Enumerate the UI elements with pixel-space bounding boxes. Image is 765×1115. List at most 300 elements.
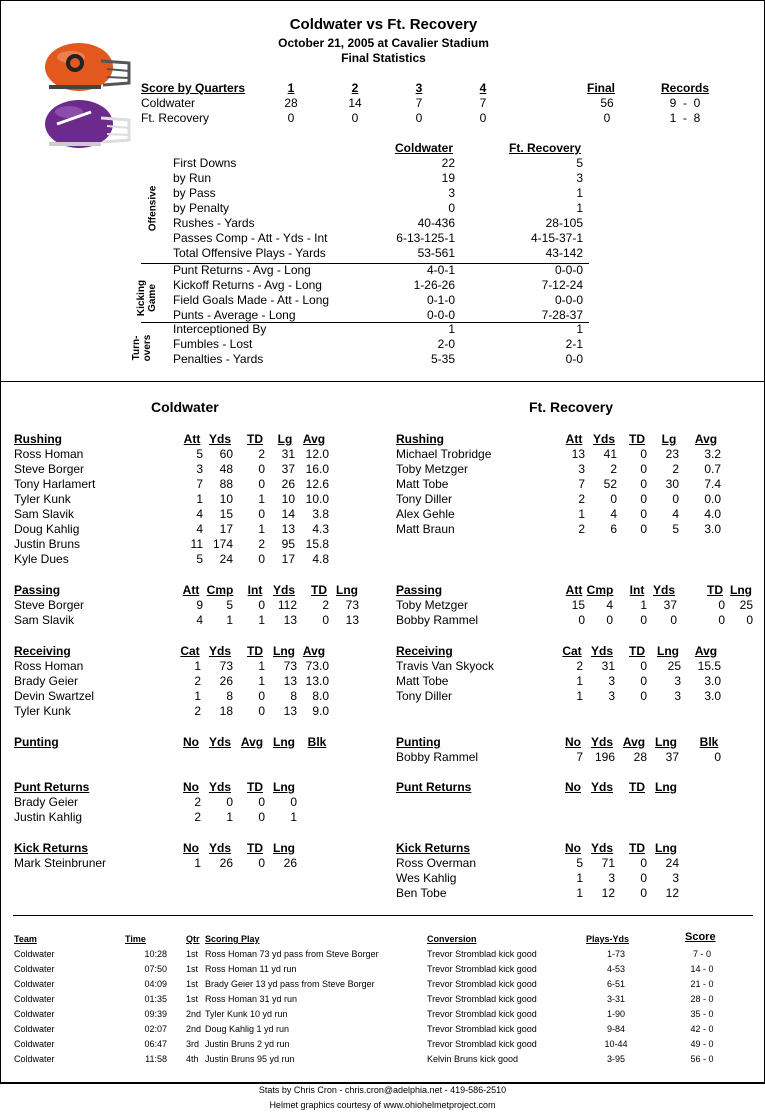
scoring-conversion: Trevor Stromblad kick good [427,1024,537,1034]
scoring-quarter: 1st [186,994,199,1004]
stat-cell: 1 [226,810,233,824]
ftrecovery-stat-value: 1 [576,186,583,200]
stat-cell: 2 [578,522,585,536]
column-header: Att [183,432,201,446]
column-header: No [565,735,581,749]
stat-cell: 0 [258,598,265,612]
quarter-score: 0 [351,111,359,125]
stat-cell: 73.0 [305,659,329,673]
stat-cell: 3 [578,462,585,476]
scoring-conversion: Trevor Stromblad kick good [427,1009,537,1019]
stat-cell: 2 [258,537,265,551]
stat-cell: 0 [258,856,265,870]
player-name: Kyle Dues [14,552,69,566]
stat-cell: 0 [640,886,647,900]
stat-cell: 4 [196,507,203,521]
stat-cell: 0 [640,613,647,627]
scoring-play: Brady Geier 13 yd pass from Steve Borger [205,979,375,989]
quarter-score: 0 [287,111,295,125]
stat-cell: 16.0 [305,462,329,476]
column-header: Lng [657,644,679,658]
stat-cell: 5 [576,856,583,870]
quarters-label: Score by Quarters [141,81,246,95]
stat-cell: 2 [322,598,329,612]
stat-cell: 196 [594,750,615,764]
stat-cell: 2 [672,462,679,476]
stat-cell: 37 [665,750,679,764]
player-name: Brady Geier [14,795,79,809]
stat-cell: 1 [576,689,583,703]
stat-cell: 0 [226,795,233,809]
team-stat-label: by Penalty [173,201,230,215]
ftrecovery-stat-value: 4-15-37-1 [530,231,583,245]
player-name: Tyler Kunk [14,704,71,718]
stat-cell: 95 [281,537,295,551]
ftrecovery-stat-value: 2-1 [565,337,583,351]
stat-cell: 0 [640,522,647,536]
scoring-header-plays: Plays-Yds [586,934,630,944]
column-header: TD [311,583,327,597]
scoring-score: 28 - 0 [690,994,714,1004]
final-score: 0 [603,111,611,125]
coldwater-stat-value: 6-13-125-1 [396,231,455,245]
quarter-score: 0 [479,111,487,125]
scoring-plays-yds: 3-31 [606,994,625,1004]
stat-cell: 12.6 [305,477,329,491]
scoring-team: Coldwater [14,979,55,989]
column-header: Avg [302,644,326,658]
player-name: Brady Geier [14,674,79,688]
scoring-score: 14 - 0 [690,964,714,974]
stat-cell: 0 [258,477,265,491]
stat-cell: 1 [194,856,201,870]
column-header: Yds [590,644,613,658]
team-stat-label: Kickoff Returns - Avg - Long [173,278,322,292]
stat-cell: 71 [601,856,615,870]
scoring-plays-yds: 3-95 [606,1054,625,1064]
helmet-credit: Helmet graphics courtesy of www.ohiohelmetproject.com [269,1100,496,1110]
player-name: Sam Slavik [14,507,75,521]
column-header: Lg [277,432,293,446]
column-header: Att [565,432,583,446]
stat-cell: 10 [219,492,233,506]
stat-cell: 10 [281,492,295,506]
stat-cell: 13.0 [305,674,329,688]
stats-credit: Stats by Chris Cron - chris.cron@adelphia.net - 419-586-2510 [258,1085,507,1095]
footer-divider [1,1082,764,1083]
stat-cell: 0 [640,856,647,870]
scoring-play: Ross Homan 73 yd pass from Steve Borger [205,949,379,959]
scoring-score: 21 - 0 [690,979,714,989]
quarter-score: 14 [348,96,362,110]
stat-cell: 0 [640,674,647,688]
column-header: No [565,841,581,855]
column-header: No [183,841,199,855]
player-name: Tony Diller [396,689,453,703]
stat-cell: 0 [640,689,647,703]
stat-cell: 1 [576,674,583,688]
player-name: Matt Tobe [396,674,449,688]
player-name: Michael Trobridge [396,447,492,461]
stat-cell: 4 [196,613,203,627]
left-team-heading: Coldwater [151,399,219,415]
scoring-play: Tyler Kunk 10 yd run [205,1009,288,1019]
coldwater-stat-value: 3 [448,186,455,200]
stat-cell: 3.2 [704,447,721,461]
column-header: TD [629,432,645,446]
stat-cell: 25 [739,598,753,612]
quarter-header: 4 [479,81,487,95]
column-header: No [183,735,199,749]
column-header: Yds [208,644,231,658]
quarters-team-name: Coldwater [141,96,196,110]
player-name: Toby Metzger [396,462,469,476]
stat-cell: 15 [571,598,585,612]
column-header: Blk [699,735,719,749]
stat-cell: 1 [258,659,265,673]
stat-cell: 5 [226,598,233,612]
stat-cell: 3 [674,689,681,703]
team-stat-label: First Downs [173,156,237,170]
column-header: Yds [590,841,613,855]
column-header: Lng [730,583,752,597]
ftrecovery-stat-value: 7-12-24 [541,278,583,292]
column-header: Lng [336,583,358,597]
right-team-heading: Ft. Recovery [529,399,614,415]
section-divider [141,263,589,264]
column-header: Cat [562,644,582,658]
report-subtitle: Final Statistics [341,51,426,65]
stat-cell: 4 [606,598,613,612]
stat-cell: 0 [322,613,329,627]
records-header: Records [660,81,710,95]
column-header: Yds [590,780,613,794]
stat-cell: 0 [640,477,647,491]
stat-cell: 0 [672,492,679,506]
player-name: Justin Kahlig [14,810,83,824]
scoring-conversion: Trevor Stromblad kick good [427,964,537,974]
stat-cell: 0.7 [704,462,721,476]
stat-cell: 88 [219,477,233,491]
column-header: Cmp [206,583,234,597]
stat-cell: 11 [190,537,203,551]
stat-cell: 0 [258,462,265,476]
scoring-plays-yds: 9-84 [606,1024,625,1034]
column-header: Avg [694,432,718,446]
stat-cell: 2 [578,492,585,506]
scoring-quarter: 1st [186,964,199,974]
column-header: Lg [661,432,677,446]
coldwater-helmet-icon [41,39,133,93]
scoring-conversion: Trevor Stromblad kick good [427,949,537,959]
stat-cell: 3 [608,871,615,885]
section-divider [141,322,589,323]
stat-cell: 3 [196,462,203,476]
player-name: Devin Swartzel [14,689,95,703]
column-header: Int [629,583,645,597]
ftrecovery-stat-value: 0-0 [565,352,583,366]
scoring-conversion: Trevor Stromblad kick good [427,994,537,1004]
scoring-quarter: 1st [186,979,199,989]
stat-cell: 73 [283,659,297,673]
passing-title: Passing [14,583,61,597]
stat-cell: 17 [281,552,295,566]
team-stat-label: by Pass [173,186,216,200]
stat-cell: 0 [718,598,725,612]
column-header: Blk [307,735,327,749]
quarter-header: 2 [351,81,359,95]
stat-cell: 12.0 [305,447,329,461]
team-stat-label: Punts - Average - Long [173,308,296,322]
punt-returns-title: Punt Returns [396,780,472,794]
player-name: Sam Slavik [14,613,75,627]
rushing-title: Rushing [14,432,62,446]
stat-cell: 2 [576,659,583,673]
column-header: Yds [272,583,295,597]
team-stat-label: Total Offensive Plays - Yards [173,246,326,260]
scoring-play: Doug Kahlig 1 yd run [205,1024,290,1034]
stat-cell: 5 [672,522,679,536]
stat-cell: 0 [670,613,677,627]
stat-cell: 2 [610,462,617,476]
column-header: TD [707,583,723,597]
scoring-team: Coldwater [14,994,55,1004]
quarter-score: 7 [479,96,487,110]
receiving-title: Receiving [396,644,453,658]
stat-cell: 1 [290,810,297,824]
scoring-quarter: 4th [186,1054,199,1064]
scoring-score: 56 - 0 [690,1054,714,1064]
team-stat-label: by Run [173,171,212,185]
team-stats-col2: Ft. Recovery [509,141,582,155]
scoring-time: 07:50 [144,964,167,974]
stat-cell: 3.0 [704,674,721,688]
scoring-time: 10:28 [144,949,167,959]
column-header: Lng [273,780,295,794]
player-name: Matt Tobe [396,477,449,491]
stat-cell: 1 [196,492,203,506]
quarter-score: 7 [415,96,423,110]
column-header: Lng [655,780,677,794]
quarter-header: 3 [415,81,423,95]
scoring-time: 11:58 [145,1054,167,1064]
column-header: TD [247,780,263,794]
stat-cell: 6 [610,522,617,536]
column-header: Lng [655,735,677,749]
stat-cell: 0 [258,689,265,703]
stat-cell: 8 [290,689,297,703]
coldwater-stat-value: 2-0 [437,337,455,351]
stat-cell: 3 [608,689,615,703]
column-header: TD [629,841,645,855]
player-name: Ross Overman [396,856,477,870]
stat-cell: 1 [640,598,647,612]
stat-cell: 1 [576,886,583,900]
stat-cell: 12 [665,886,679,900]
stat-cell: 12 [601,886,615,900]
stat-cell: 4 [672,507,679,521]
scoring-header-time: Time [125,934,146,944]
stat-cell: 41 [603,447,617,461]
stat-cell: 26 [283,856,297,870]
team-record: 9 - 0 [669,96,701,110]
stat-cell: 7.4 [704,477,721,491]
coldwater-stat-value: 0-1-0 [426,293,455,307]
stat-cell: 0 [610,492,617,506]
ftrecovery-stat-value: 0-0-0 [554,293,583,307]
scoring-header-score: Score [685,931,716,943]
stat-cell: 3.8 [312,507,329,521]
stat-cell: 13 [571,447,585,461]
stat-cell: 0 [258,552,265,566]
stat-cell: 4.3 [312,522,329,536]
scoring-plays-yds: 1-73 [606,949,625,959]
stat-cell: 48 [219,462,233,476]
player-name: Bobby Rammel [396,750,479,764]
ftrecovery-stat-value: 43-142 [545,246,583,260]
player-name: Steve Borger [14,598,85,612]
receiving-title: Receiving [14,644,71,658]
quarters-team-name: Ft. Recovery [141,111,210,125]
stat-cell: 2 [194,704,201,718]
stat-cell: 0 [290,795,297,809]
stat-cell: 23 [665,447,679,461]
stat-cell: 4.8 [312,552,329,566]
coldwater-stat-value: 1 [448,322,455,336]
scoring-play: Ross Homan 31 yd run [205,994,298,1004]
stat-cell: 60 [219,447,233,461]
column-header: Avg [694,644,718,658]
scoring-quarter: 3rd [186,1039,200,1049]
stat-cell: 0 [640,507,647,521]
stat-cell: 9 [196,598,203,612]
stat-cell: 3 [608,674,615,688]
team-stat-label: Passes Comp - Att - Yds - Int [173,231,328,245]
stat-cell: 0 [606,613,613,627]
column-header: Cat [180,644,200,658]
stat-cell: 1 [258,522,265,536]
stat-cell: 13 [283,613,297,627]
stat-cell: 3.0 [704,689,721,703]
turnovers-section-label: Turn-overs [131,334,153,362]
scoring-team: Coldwater [14,964,55,974]
stat-cell: 25 [667,659,681,673]
stat-cell: 1 [258,613,265,627]
stat-cell: 0.0 [704,492,721,506]
column-header: Yds [208,780,231,794]
stat-cell: 18 [219,704,233,718]
stat-cell: 4.0 [704,507,721,521]
scoring-score: 35 - 0 [690,1009,714,1019]
column-header: Yds [208,841,231,855]
stat-cell: 28 [633,750,647,764]
column-header: Yds [652,583,675,597]
player-name: Ben Tobe [396,886,447,900]
scoring-time: 01:35 [144,994,167,1004]
stat-cell: 0 [640,492,647,506]
scoring-plays-yds: 10-44 [604,1039,628,1049]
stat-cell: 13 [345,613,359,627]
player-name: Tony Diller [396,492,453,506]
stat-cell: 1 [194,689,201,703]
coldwater-stat-value: 4-0-1 [426,263,455,277]
scoring-play: Justin Bruns 95 yd run [205,1054,295,1064]
stat-cell: 3.0 [704,522,721,536]
page-title: Coldwater vs Ft. Recovery [289,16,478,33]
team-stat-label: Punt Returns - Avg - Long [173,263,311,277]
rushing-title: Rushing [396,432,444,446]
stat-cell: 30 [665,477,679,491]
scoring-quarter: 2nd [186,1024,202,1034]
stat-cell: 24 [219,552,233,566]
stat-cell: 31 [281,447,295,461]
stat-cell: 52 [603,477,617,491]
stat-cell: 3 [672,871,679,885]
final-header: Final [586,81,615,95]
stat-cell: 112 [277,598,297,612]
scoring-time: 04:09 [144,979,167,989]
ftrecovery-stat-value: 28-105 [545,216,583,230]
game-date-venue: October 21, 2005 at Cavalier Stadium [278,36,489,50]
scoring-team: Coldwater [14,1039,55,1049]
kick-returns-title: Kick Returns [396,841,471,855]
coldwater-stat-value: 1-26-26 [413,278,455,292]
stat-cell: 5 [196,552,203,566]
column-header: Yds [590,735,613,749]
column-header: TD [629,780,645,794]
stat-cell: 1 [578,507,585,521]
coldwater-stat-value: 0 [448,201,455,215]
stat-cell: 2 [194,810,201,824]
team-stat-label: Fumbles - Lost [173,337,253,351]
scoring-plays-yds: 6-51 [606,979,625,989]
stat-cell: 14 [281,507,295,521]
punting-title: Punting [14,735,59,749]
scoring-play: Justin Bruns 2 yd run [205,1039,290,1049]
kicking-section-label: Kicking Game [136,279,158,317]
scoring-score: 42 - 0 [690,1024,714,1034]
stat-cell: 8.0 [312,689,329,703]
stat-cell: 15.8 [305,537,329,551]
column-header: No [183,780,199,794]
column-header: Yds [592,432,615,446]
stat-cell: 1 [576,871,583,885]
scoring-divider [13,915,753,916]
scoring-plays-yds: 1-90 [606,1009,625,1019]
stat-cell: 174 [212,537,233,551]
quarter-score: 28 [284,96,298,110]
stat-cell: 26 [281,477,295,491]
stat-cell: 0 [714,750,721,764]
column-header: Yds [208,735,231,749]
kick-returns-title: Kick Returns [14,841,89,855]
stat-cell: 17 [219,522,233,536]
column-header: Lng [273,735,295,749]
stat-cell: 3 [674,674,681,688]
column-header: Yds [208,432,231,446]
column-header: Att [565,583,583,597]
column-header: Avg [240,735,264,749]
stat-cell: 37 [663,598,677,612]
quarter-header: 1 [287,81,295,95]
player-name: Justin Bruns [14,537,81,551]
player-name: Travis Van Skyock [396,659,495,673]
stat-cell: 10.0 [305,492,329,506]
column-header: Cmp [586,583,614,597]
stat-cell: 0 [258,810,265,824]
scoring-conversion: Trevor Stromblad kick good [427,1039,537,1049]
scoring-plays-yds: 4-53 [606,964,625,974]
